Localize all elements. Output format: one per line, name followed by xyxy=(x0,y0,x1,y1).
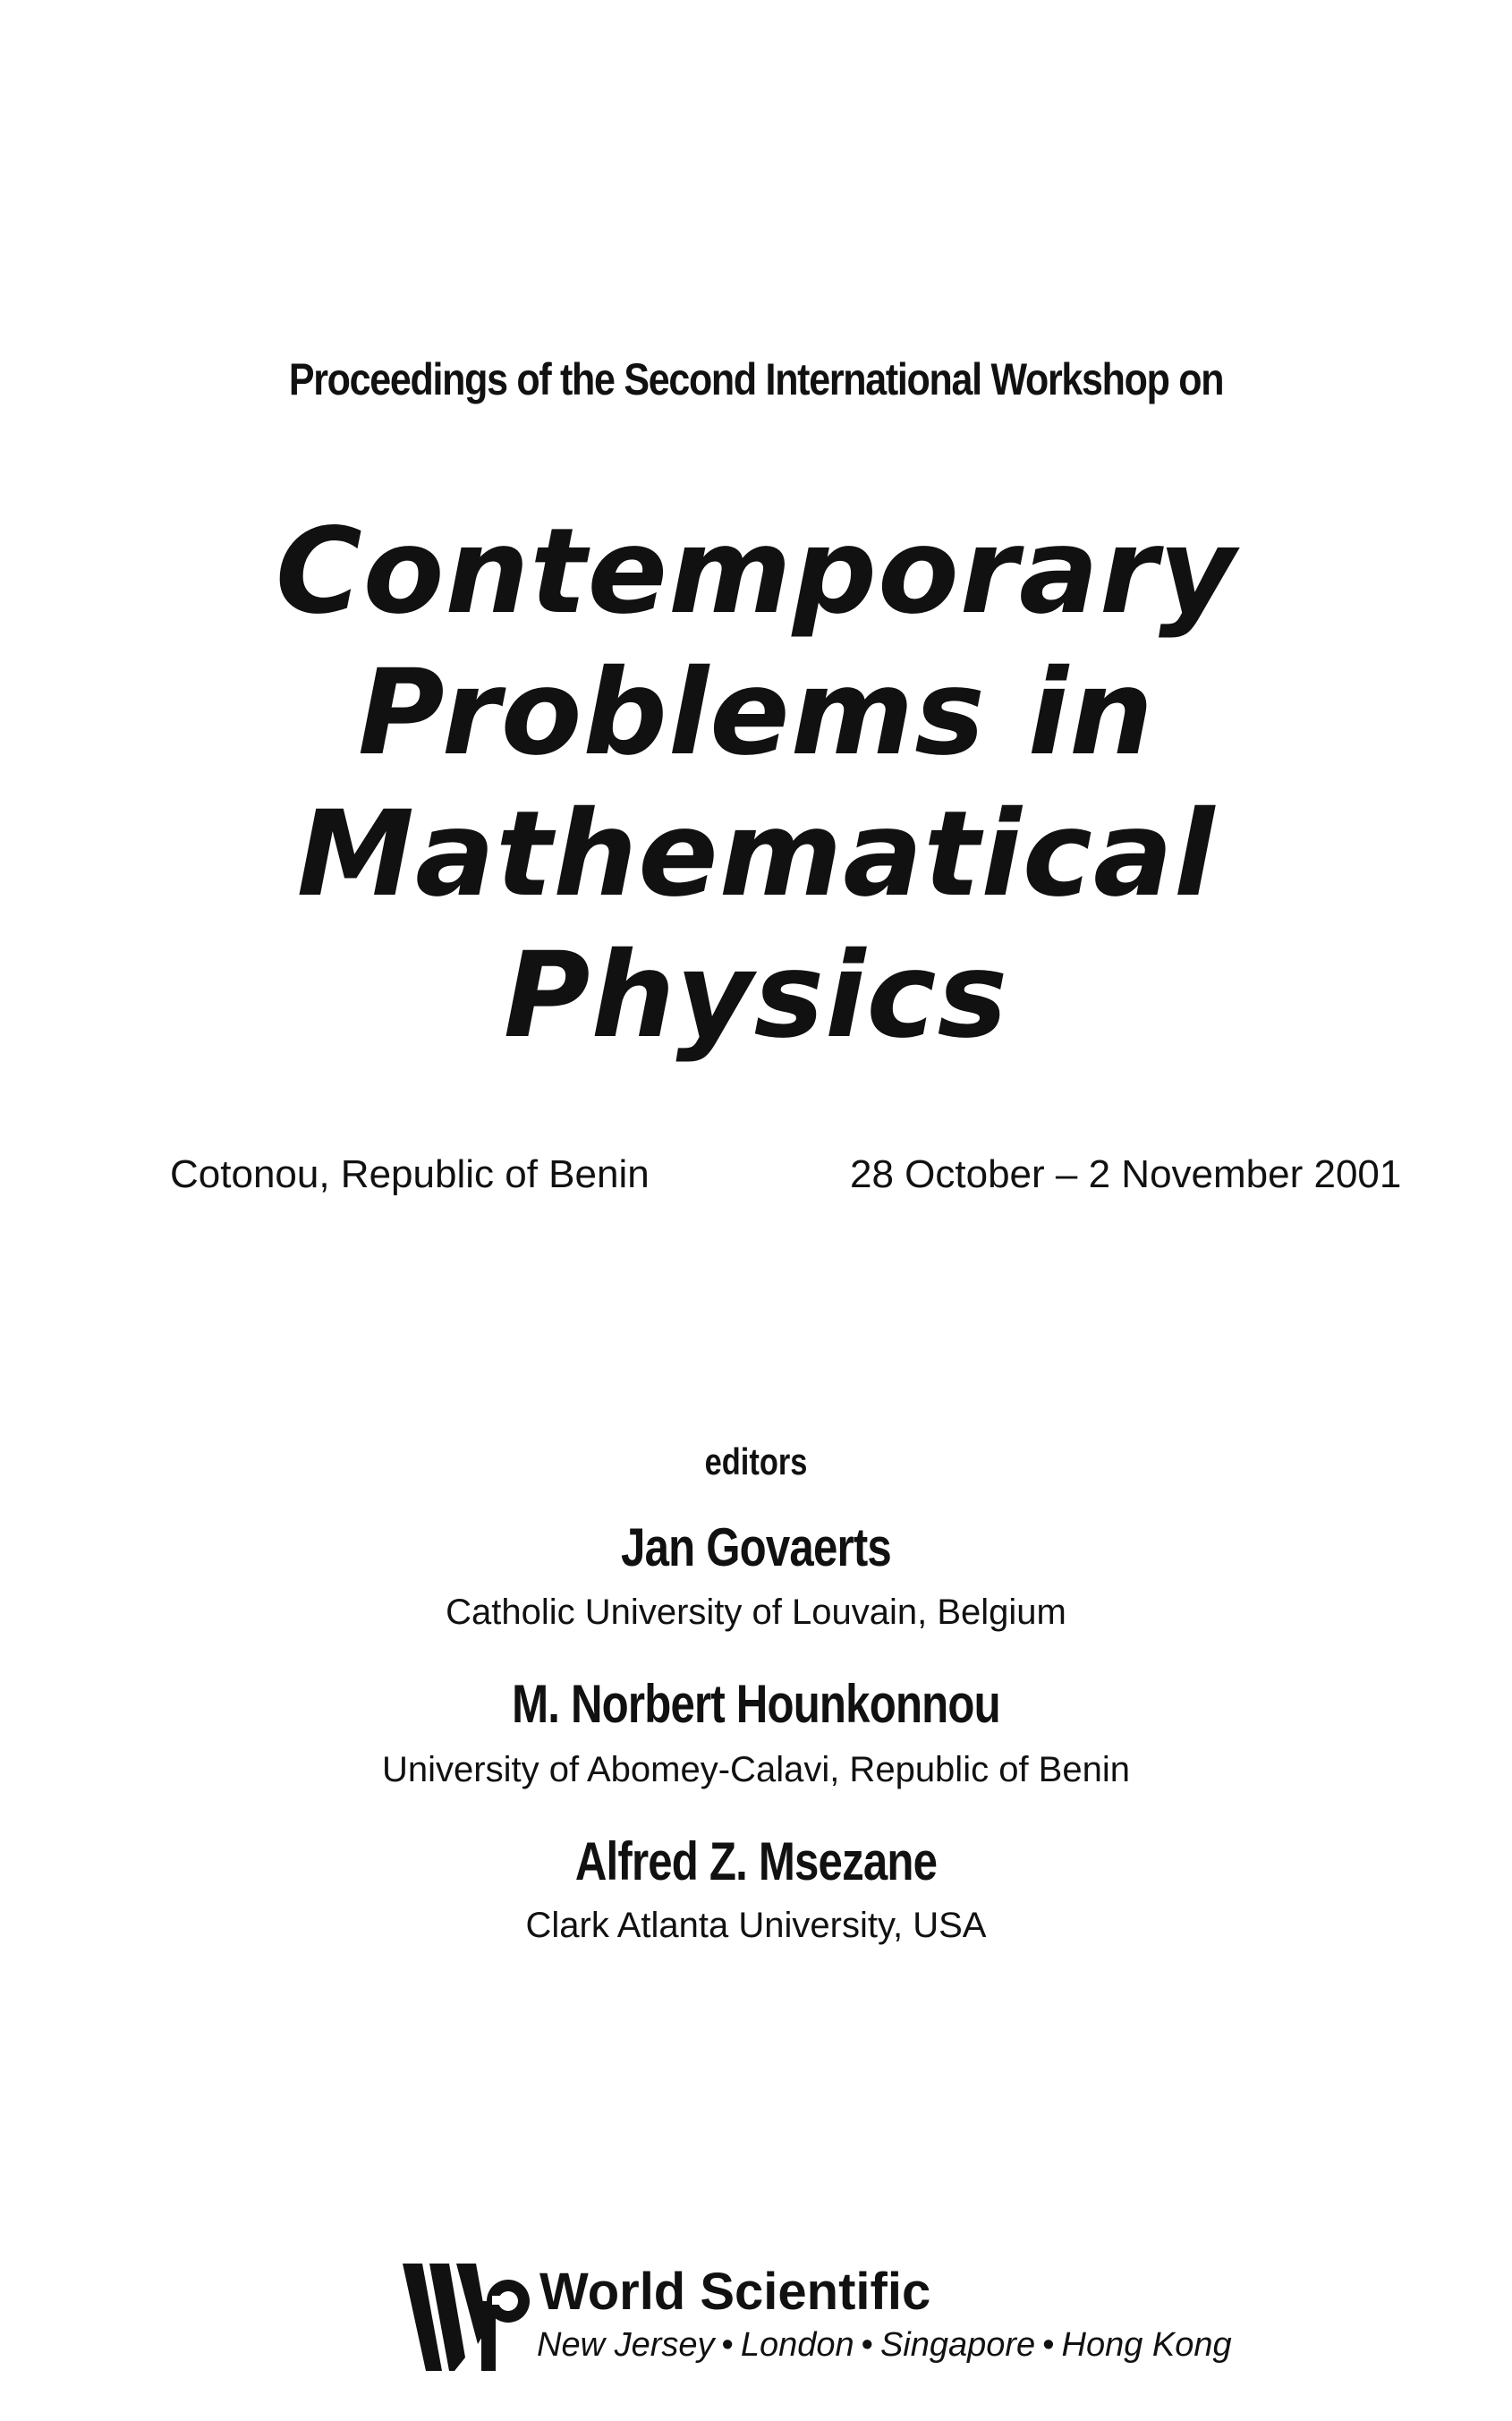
editor-affiliation: Clark Atlanta University, USA xyxy=(525,1906,987,1945)
title-line: Physics xyxy=(503,927,1009,1065)
city-separator: • xyxy=(861,2326,873,2364)
title-line: Mathematical xyxy=(296,786,1216,923)
publisher-city: Singapore xyxy=(879,2326,1036,2364)
editor-affiliation: Catholic University of Louvain, Belgium xyxy=(446,1593,1066,1632)
editor-name: Alfred Z. Msezane xyxy=(574,1831,938,1891)
publisher-name: World Scientific xyxy=(539,2263,931,2321)
world-scientific-logo-icon xyxy=(403,2264,532,2371)
city-separator: • xyxy=(721,2326,734,2364)
editors-label: editors xyxy=(704,1440,808,1482)
editor-name: M. Norbert Hounkonnou xyxy=(512,1674,1000,1734)
publisher-cities xyxy=(537,2326,1232,2365)
city-separator: • xyxy=(1042,2326,1055,2364)
publisher-city: New Jersey xyxy=(537,2326,715,2364)
workshop-dates: 28 October – 2 November 2001 xyxy=(850,1152,1402,1196)
book-title xyxy=(0,501,1512,1066)
workshop-location: Cotonou, Republic of Benin xyxy=(170,1152,650,1196)
proceedings-line: Proceedings of the Second International Workshop on xyxy=(288,354,1224,404)
title-line: Problems in xyxy=(357,644,1154,782)
editor-affiliation: University of Abomey-Calavi, Republic of Benin xyxy=(382,1750,1130,1789)
editor-name: Jan Govaerts xyxy=(621,1517,891,1577)
title-line: Contemporary xyxy=(275,503,1237,641)
publisher-city: Hong Kong xyxy=(1061,2326,1232,2364)
publisher-city: London xyxy=(740,2326,854,2364)
